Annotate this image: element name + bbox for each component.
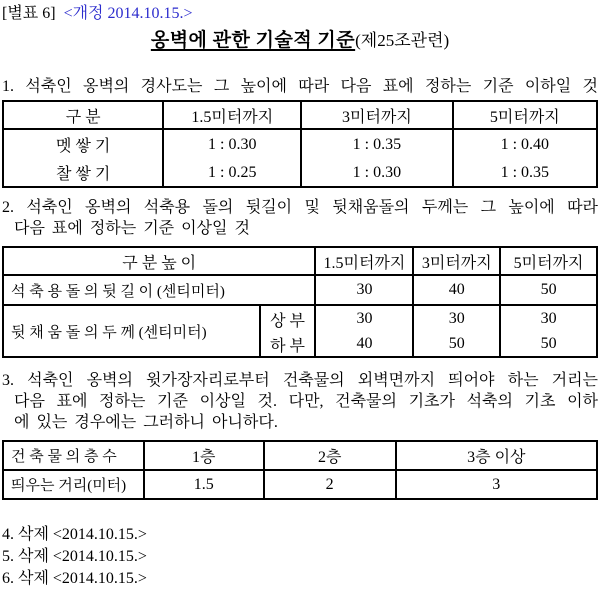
cell: 1 : 0.30 — [164, 130, 302, 159]
sub-row-label: 하 부 — [261, 332, 317, 358]
deleted-items — [2, 524, 598, 590]
item-3 — [2, 370, 598, 433]
cell: 30 — [414, 306, 501, 332]
item-3-line2: 다음 표에 정하는 기준 이상일 것. 다만, 건축물의 기초가 석축의 기초 이하 — [14, 393, 598, 410]
cell: 3층 이상 — [397, 442, 598, 471]
item-3-line3: 에 있는 경우에는 그러하니 아니하다. — [14, 414, 278, 431]
cell: 2 — [265, 471, 397, 500]
table-row — [4, 471, 598, 500]
cell: 30 — [501, 306, 598, 332]
cell: 30 — [316, 306, 414, 332]
item-6-text: 6. 삭제 <2014.10.15.> — [2, 570, 147, 587]
cell: 1 : 0.40 — [454, 130, 598, 159]
row-label: 뒷 채 움 돌 의 두 께 (센티미터) — [4, 306, 261, 358]
table1-header-3m: 3미터까지 — [302, 102, 453, 130]
item-5-text: 5. 삭제 <2014.10.15.> — [2, 548, 147, 565]
meta-line — [2, 3, 598, 25]
cell: 1층 — [145, 442, 265, 471]
item-2-line2: 다음 표에 정하는 기준 이상일 것 — [14, 220, 250, 237]
table2-header-row — [4, 248, 598, 276]
table2-header-1-5m: 1.5미터까지 — [316, 248, 414, 276]
cell: 3 — [397, 471, 598, 500]
page-title: 옹벽에 관한 기술적 기준 — [150, 30, 356, 51]
table1-header-row — [4, 102, 598, 130]
table-row — [4, 306, 598, 332]
cell: 1 : 0.35 — [302, 130, 453, 159]
cell: 30 — [316, 276, 414, 306]
cell: 40 — [414, 276, 501, 306]
cell: 2층 — [265, 442, 397, 471]
table1-header-5m: 5미터까지 — [454, 102, 598, 130]
table-row — [4, 276, 598, 306]
item-4-text: 4. 삭제 <2014.10.15.> — [2, 526, 147, 543]
item-2-line1: 2. 석축인 옹벽의 석축용 돌의 뒷길이 및 뒷채움돌의 두께는 그 높이에 따라 — [2, 199, 598, 216]
revision-date: <개정 2014.10.15.> — [63, 5, 193, 22]
title-row — [2, 28, 598, 54]
cell: 40 — [316, 332, 414, 358]
page-title-suffix: (제25조관련) — [355, 31, 450, 50]
stone-length-table — [2, 246, 598, 358]
row-label: 멧 쌓 기 — [4, 130, 164, 159]
row-label: 건 축 물 의 층 수 — [4, 442, 145, 471]
cell: 1 : 0.25 — [164, 159, 302, 188]
row-label: 띄우는 거리(미터) — [4, 471, 145, 500]
cell: 50 — [414, 332, 501, 358]
distance-table — [2, 440, 598, 500]
sub-row-label: 상 부 — [261, 306, 317, 332]
item-3-line1: 3. 석축인 옹벽의 윗가장자리로부터 건축물의 외벽면까지 띄어야 하는 거리는 — [2, 372, 598, 389]
table1-header-category: 구 분 — [4, 102, 164, 130]
slope-standard-table — [2, 100, 598, 188]
cell: 1 : 0.30 — [302, 159, 453, 188]
table1-header-1-5m: 1.5미터까지 — [164, 102, 302, 130]
row-label: 찰 쌓 기 — [4, 159, 164, 188]
table-row — [4, 159, 598, 188]
cell: 50 — [501, 276, 598, 306]
attachment-label: [별표 6] — [2, 5, 56, 22]
row-label: 석 축 용 돌 의 뒷 길 이 (센티미터) — [4, 276, 316, 306]
item-1-text: 1. 석축인 옹벽의 경사도는 그 높이에 따라 다음 표에 정하는 기준 이하일 것 — [2, 78, 598, 95]
cell: 50 — [501, 332, 598, 358]
table-row — [4, 130, 598, 159]
table2-header-category: 구 분 높 이 — [4, 248, 316, 276]
cell: 1.5 — [145, 471, 265, 500]
item-2 — [2, 197, 598, 239]
table3-header-row — [4, 442, 598, 471]
table2-header-3m: 3미터까지 — [414, 248, 501, 276]
table2-header-5m: 5미터까지 — [501, 248, 598, 276]
cell: 1 : 0.35 — [454, 159, 598, 188]
